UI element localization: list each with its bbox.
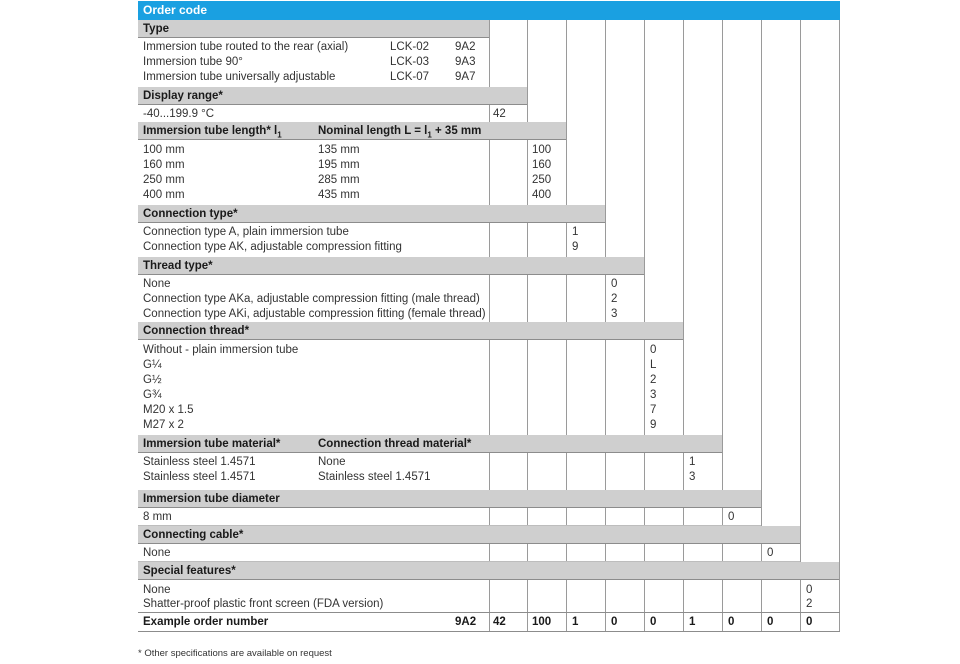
option-code: 0 (767, 547, 774, 559)
option-label: Connection type A, plain immersion tube (143, 226, 349, 238)
option-code: 1 (689, 456, 696, 468)
option-code: 3 (611, 308, 618, 320)
option-label: G½ (143, 374, 162, 386)
page-title: Order code (143, 3, 208, 17)
model-label: LCK-02 (390, 41, 429, 53)
nominal-length: 285 mm (318, 174, 360, 186)
option-code: 9A2 (455, 41, 476, 53)
thread-material: Stainless steel 1.4571 (318, 471, 431, 483)
option-label: Stainless steel 1.4571 (143, 456, 256, 468)
option-label: Connection type AKa, adjustable compression fitting (male thread) (143, 293, 480, 305)
option-code: L (650, 359, 657, 371)
example-code: 0 (806, 616, 813, 628)
option-code: 42 (493, 108, 506, 120)
example-code: 42 (493, 616, 506, 628)
section-header-special (138, 562, 839, 580)
nominal-length: 135 mm (318, 144, 360, 156)
option-label: Immersion tube universally adjustable (143, 71, 336, 83)
example-code: 1 (572, 616, 579, 628)
thread-material: None (318, 456, 346, 468)
option-label: -40...199.9 °C (143, 108, 215, 120)
column-divider (800, 20, 801, 632)
section-title: Thread type* (143, 260, 213, 272)
option-label: Without - plain immersion tube (143, 344, 299, 356)
option-code: 2 (806, 598, 813, 610)
option-code: 3 (650, 389, 657, 401)
option-label: None (143, 547, 171, 559)
column-divider (839, 20, 840, 632)
nominal-length: 435 mm (318, 189, 360, 201)
option-code: 0 (650, 344, 657, 356)
section-title: Connecting cable* (143, 529, 244, 541)
option-label: None (143, 278, 171, 290)
option-code: 9A3 (455, 56, 476, 68)
section-header-thread-type (138, 257, 644, 275)
section-header-type (138, 20, 489, 38)
section-title-secondary: Connection thread material* (318, 438, 472, 450)
option-code: 9 (572, 241, 579, 253)
option-code: 100 (532, 144, 552, 156)
option-label: 400 mm (143, 189, 185, 201)
option-label: G¼ (143, 359, 162, 371)
option-label: 160 mm (143, 159, 185, 171)
section-title: Special features* (143, 565, 236, 577)
option-code: 400 (532, 189, 552, 201)
option-code: 7 (650, 404, 657, 416)
option-label: M27 x 2 (143, 419, 184, 431)
example-code: 0 (650, 616, 657, 628)
section-title: Display range* (143, 90, 223, 102)
footnote: * Other specifications are available on request (138, 648, 332, 659)
divider (138, 631, 840, 632)
example-code: 0 (728, 616, 735, 628)
option-label: Connection type AKi, adjustable compression fitting (female thread) (143, 308, 486, 320)
option-code: 0 (611, 278, 618, 290)
option-label: M20 x 1.5 (143, 404, 194, 416)
example-code: 0 (767, 616, 774, 628)
model-label: LCK-07 (390, 71, 429, 83)
option-label: Shatter-proof plastic front screen (FDA version) (143, 598, 384, 610)
example-code: 100 (532, 616, 552, 628)
section-title-secondary: Nominal length $L = l_1 + 35$ mm (318, 125, 482, 140)
example-code: 0 (611, 616, 618, 628)
option-label: Immersion tube 90° (143, 56, 243, 68)
section-title: Immersion tube material* (143, 438, 281, 450)
option-label: 250 mm (143, 174, 185, 186)
option-label: Connection type AK, adjustable compression fitting (143, 241, 402, 253)
option-label: 100 mm (143, 144, 185, 156)
option-code: 9A7 (455, 71, 476, 83)
example-code: 9A2 (455, 616, 477, 628)
option-code: 160 (532, 159, 552, 171)
option-code: 3 (689, 471, 696, 483)
title-bar (138, 1, 840, 20)
option-code: 0 (728, 511, 735, 523)
option-code: 1 (572, 226, 579, 238)
section-title: Immersion tube diameter (143, 493, 280, 505)
option-code: 2 (611, 293, 618, 305)
divider (138, 612, 840, 613)
model-label: LCK-03 (390, 56, 429, 68)
option-code: 2 (650, 374, 657, 386)
section-title: Connection type* (143, 208, 238, 220)
option-code: 9 (650, 419, 657, 431)
option-label: None (143, 584, 171, 596)
option-label: Immersion tube routed to the rear (axial) (143, 41, 349, 53)
nominal-length: 195 mm (318, 159, 360, 171)
section-title: Type (143, 23, 169, 35)
option-label: 8 mm (143, 511, 172, 523)
option-label: Stainless steel 1.4571 (143, 471, 256, 483)
option-code: 250 (532, 174, 552, 186)
example-code: 1 (689, 616, 696, 628)
option-label: G¾ (143, 389, 162, 401)
section-title: Connection thread* (143, 325, 250, 337)
option-code: 0 (806, 584, 813, 596)
section-title: Immersion tube length* $l_1$ (143, 125, 282, 140)
example-label: Example order number (143, 616, 269, 628)
